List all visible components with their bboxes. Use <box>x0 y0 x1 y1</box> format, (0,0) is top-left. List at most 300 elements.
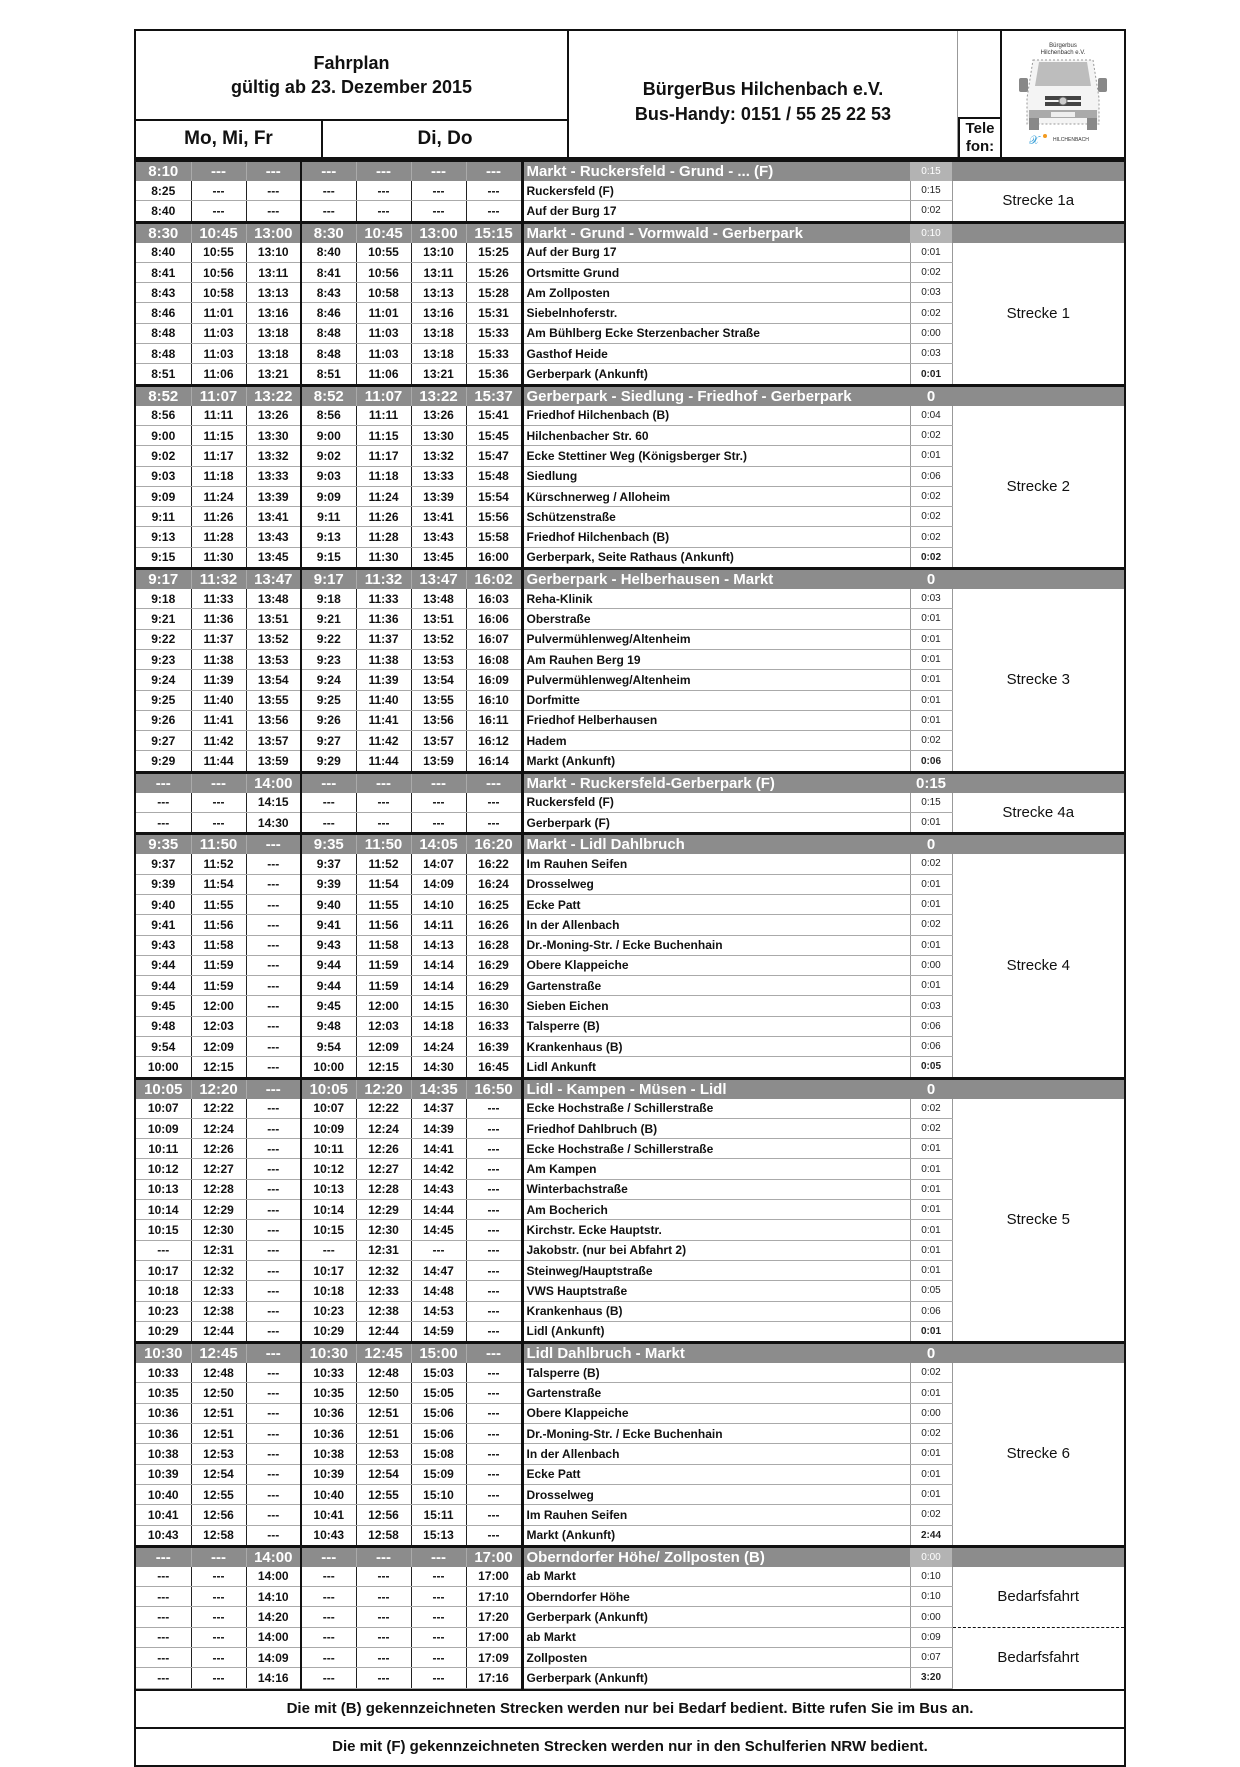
telefon-duration: 0:06 <box>910 1036 952 1056</box>
time-di-do: 17:00 <box>466 1567 522 1587</box>
time-di-do: 16:30 <box>466 996 522 1016</box>
time-mo-mi-fr: 9:18 <box>136 589 191 609</box>
time-di-do: --- <box>466 1099 522 1119</box>
telefon-duration: 0:01 <box>910 710 952 730</box>
time-mo-mi-fr: --- <box>246 1139 301 1159</box>
time-mo-mi-fr: 9:09 <box>136 486 191 506</box>
stop-name: Ecke Patt <box>522 894 910 914</box>
time-mo-mi-fr: --- <box>246 1321 301 1342</box>
time-di-do: --- <box>356 1546 411 1567</box>
telefon-duration: 0:01 <box>910 1200 952 1220</box>
time-di-do: --- <box>356 181 411 201</box>
stop-name: Krankenhaus (B) <box>522 1301 910 1321</box>
time-di-do: --- <box>411 1648 466 1668</box>
telefon-duration: 3:20 <box>910 1668 952 1688</box>
time-di-do: 15:48 <box>466 466 522 486</box>
time-mo-mi-fr: 11:15 <box>191 425 246 445</box>
time-di-do: 10:40 <box>301 1484 356 1504</box>
valid-from: gültig ab 23. Dezember 2015 <box>230 77 473 97</box>
time-mo-mi-fr: --- <box>246 1525 301 1546</box>
time-di-do: 11:44 <box>356 751 411 772</box>
telefon-label-line-2: fon: <box>965 138 995 155</box>
telefon-duration: 0:15 <box>910 772 952 793</box>
time-mo-mi-fr: 10:18 <box>136 1281 191 1301</box>
time-mo-mi-fr: 11:54 <box>191 874 246 894</box>
time-di-do: 17:20 <box>466 1607 522 1627</box>
time-mo-mi-fr: --- <box>191 813 246 834</box>
time-mo-mi-fr: 13:45 <box>246 547 301 568</box>
svg-text:Bürgerbus: Bürgerbus <box>1049 43 1077 49</box>
time-di-do: 11:33 <box>356 589 411 609</box>
strecke-label: Bedarfsfahrt <box>952 1567 1124 1627</box>
stop-name: Friedhof Helberhausen <box>522 710 910 730</box>
time-mo-mi-fr: --- <box>246 1200 301 1220</box>
strecke-label: Strecke 6 <box>952 1363 1124 1546</box>
stop-name: Markt (Ankunft) <box>522 1525 910 1546</box>
stop-name: Ortsmitte Grund <box>522 262 910 282</box>
time-mo-mi-fr: 11:59 <box>191 976 246 996</box>
stop-name: Dorfmitte <box>522 690 910 710</box>
time-mo-mi-fr: --- <box>246 1036 301 1056</box>
time-di-do: 15:54 <box>466 486 522 506</box>
telefon-duration: 0:06 <box>910 1016 952 1036</box>
time-di-do: 16:50 <box>466 1078 522 1099</box>
time-di-do: 8:40 <box>301 243 356 263</box>
stop-name: Dr.-Moning-Str. / Ecke Buchenhain <box>522 935 910 955</box>
time-di-do: 8:56 <box>301 406 356 426</box>
time-di-do: 9:21 <box>301 609 356 629</box>
time-di-do: 11:03 <box>356 344 411 364</box>
time-di-do: 10:18 <box>301 1281 356 1301</box>
time-di-do: 17:00 <box>466 1546 522 1567</box>
stop-name: Drosselweg <box>522 1484 910 1504</box>
telefon-duration: 0:10 <box>910 222 952 243</box>
stop-name: Siedlung <box>522 466 910 486</box>
time-di-do: --- <box>466 813 522 834</box>
time-di-do: --- <box>466 1505 522 1525</box>
time-di-do: 13:48 <box>411 589 466 609</box>
time-mo-mi-fr: 13:47 <box>246 569 301 590</box>
time-di-do: --- <box>411 1567 466 1587</box>
stop-name: Hilchenbacher Str. 60 <box>522 425 910 445</box>
telefon-duration: 0:01 <box>910 894 952 914</box>
time-mo-mi-fr: 10:55 <box>191 243 246 263</box>
time-di-do: 9:23 <box>301 649 356 669</box>
time-di-do: --- <box>466 1159 522 1179</box>
telefon-duration: 0:01 <box>910 1139 952 1159</box>
time-di-do: 10:30 <box>301 1343 356 1364</box>
time-mo-mi-fr: --- <box>246 1383 301 1403</box>
time-mo-mi-fr: 13:39 <box>246 486 301 506</box>
time-di-do: 12:48 <box>356 1363 411 1383</box>
stop-name: Im Rauhen Seifen <box>522 1505 910 1525</box>
time-di-do: 14:05 <box>411 834 466 855</box>
time-mo-mi-fr: --- <box>246 1505 301 1525</box>
time-di-do: 8:48 <box>301 344 356 364</box>
time-di-do: --- <box>301 772 356 793</box>
time-mo-mi-fr: 13:56 <box>246 710 301 730</box>
stop-name: Friedhof Dahlbruch (B) <box>522 1118 910 1138</box>
stop-name: Am Bocherich <box>522 1200 910 1220</box>
time-di-do: 15:47 <box>466 446 522 466</box>
stop-name: VWS Hauptstraße <box>522 1281 910 1301</box>
time-mo-mi-fr: 11:50 <box>191 834 246 855</box>
page-title: Fahrplan <box>313 53 390 73</box>
time-di-do: 9:48 <box>301 1016 356 1036</box>
stop-name: Kirchstr. Ecke Hauptstr. <box>522 1220 910 1240</box>
time-di-do: --- <box>411 1587 466 1607</box>
time-mo-mi-fr: 11:44 <box>191 751 246 772</box>
time-di-do: --- <box>466 1240 522 1260</box>
time-mo-mi-fr: 12:50 <box>191 1383 246 1403</box>
time-di-do: 17:16 <box>466 1668 522 1688</box>
time-mo-mi-fr: --- <box>136 813 191 834</box>
time-mo-mi-fr: 12:53 <box>191 1444 246 1464</box>
time-di-do: 14:59 <box>411 1321 466 1342</box>
stop-name: In der Allenbach <box>522 915 910 935</box>
time-di-do: --- <box>411 1607 466 1627</box>
time-mo-mi-fr: 11:39 <box>191 670 246 690</box>
time-mo-mi-fr: --- <box>246 1343 301 1364</box>
telefon-duration: 0:03 <box>910 996 952 1016</box>
table-row <box>136 1363 1124 1383</box>
time-di-do: 10:14 <box>301 1200 356 1220</box>
stop-name: Zollposten <box>522 1648 910 1668</box>
time-mo-mi-fr: 9:44 <box>136 976 191 996</box>
time-di-do: 14:13 <box>411 935 466 955</box>
time-di-do: 11:26 <box>356 507 411 527</box>
time-di-do: 16:24 <box>466 874 522 894</box>
time-di-do: --- <box>466 1484 522 1504</box>
telefon-duration: 0:15 <box>910 161 952 182</box>
time-di-do: 17:10 <box>466 1587 522 1607</box>
time-mo-mi-fr: 13:33 <box>246 466 301 486</box>
time-di-do: 11:32 <box>356 569 411 590</box>
telefon-duration: 0:01 <box>910 446 952 466</box>
time-mo-mi-fr: 12:31 <box>191 1240 246 1260</box>
time-mo-mi-fr: --- <box>246 1057 301 1078</box>
header-filler <box>952 834 1124 855</box>
time-di-do: --- <box>466 1281 522 1301</box>
time-di-do: 11:01 <box>356 303 411 323</box>
time-di-do: 12:15 <box>356 1057 411 1078</box>
time-mo-mi-fr: 13:48 <box>246 589 301 609</box>
stop-name: Markt (Ankunft) <box>522 751 910 772</box>
time-di-do: 12:56 <box>356 1505 411 1525</box>
time-di-do: 9:27 <box>301 731 356 751</box>
stop-name: Gerberpark (Ankunft) <box>522 364 910 385</box>
strecke-label: Strecke 2 <box>952 406 1124 569</box>
header-left <box>136 31 569 157</box>
time-mo-mi-fr: 11:59 <box>191 955 246 975</box>
stop-name: Gartenstraße <box>522 1383 910 1403</box>
time-mo-mi-fr: 13:21 <box>246 364 301 385</box>
time-di-do: --- <box>466 1525 522 1546</box>
time-di-do: 13:43 <box>411 527 466 547</box>
telefon-duration: 0:02 <box>910 1424 952 1444</box>
telefon-duration: 0:05 <box>910 1057 952 1078</box>
time-mo-mi-fr: 13:00 <box>246 222 301 243</box>
time-mo-mi-fr: 12:00 <box>191 996 246 1016</box>
time-mo-mi-fr: 10:13 <box>136 1179 191 1199</box>
time-mo-mi-fr: 10:23 <box>136 1301 191 1321</box>
time-mo-mi-fr: 13:22 <box>246 385 301 406</box>
time-mo-mi-fr: 13:13 <box>246 283 301 303</box>
time-di-do: 8:30 <box>301 222 356 243</box>
telefon-duration: 0:02 <box>910 1118 952 1138</box>
time-mo-mi-fr: 11:07 <box>191 385 246 406</box>
time-mo-mi-fr: 11:40 <box>191 690 246 710</box>
time-mo-mi-fr: --- <box>191 772 246 793</box>
time-mo-mi-fr: 9:37 <box>136 854 191 874</box>
time-di-do: 14:10 <box>411 894 466 914</box>
time-di-do: 10:36 <box>301 1424 356 1444</box>
time-di-do: 16:08 <box>466 649 522 669</box>
route-name: Lidl - Kampen - Müsen - Lidl <box>522 1078 910 1099</box>
time-di-do: 12:51 <box>356 1424 411 1444</box>
time-di-do: --- <box>356 201 411 222</box>
time-mo-mi-fr: 9:40 <box>136 894 191 914</box>
time-mo-mi-fr: 11:03 <box>191 344 246 364</box>
route-header-row <box>136 1343 1124 1364</box>
stop-name: Gerberpark, Seite Rathaus (Ankunft) <box>522 547 910 568</box>
telefon-duration: 0:03 <box>910 283 952 303</box>
stop-name: Jakobstr. (nur bei Abfahrt 2) <box>522 1240 910 1260</box>
time-mo-mi-fr: 11:30 <box>191 547 246 568</box>
time-mo-mi-fr: --- <box>246 1424 301 1444</box>
time-mo-mi-fr: 10:43 <box>136 1525 191 1546</box>
time-di-do: 14:09 <box>411 874 466 894</box>
time-di-do: 11:52 <box>356 854 411 874</box>
time-di-do: 9:13 <box>301 527 356 547</box>
stop-name: Schützenstraße <box>522 507 910 527</box>
time-mo-mi-fr: 14:16 <box>246 1668 301 1688</box>
time-di-do: 12:38 <box>356 1301 411 1321</box>
telefon-duration: 0:01 <box>910 1484 952 1504</box>
time-mo-mi-fr: 9:00 <box>136 425 191 445</box>
time-mo-mi-fr: 8:40 <box>136 201 191 222</box>
time-mo-mi-fr: 12:44 <box>191 1321 246 1342</box>
time-mo-mi-fr: 14:10 <box>246 1587 301 1607</box>
time-mo-mi-fr: 10:09 <box>136 1118 191 1138</box>
telefon-duration: 0:02 <box>910 854 952 874</box>
time-di-do: --- <box>301 161 356 182</box>
time-di-do: --- <box>411 1627 466 1647</box>
time-di-do: 15:11 <box>411 1505 466 1525</box>
telefon-duration: 0 <box>910 385 952 406</box>
route-name: Markt - Grund - Vormwald - Gerberpark <box>522 222 910 243</box>
time-di-do: 15:41 <box>466 406 522 426</box>
time-mo-mi-fr: 11:26 <box>191 507 246 527</box>
time-di-do: 9:45 <box>301 996 356 1016</box>
time-di-do: --- <box>301 1587 356 1607</box>
time-di-do: 12:09 <box>356 1036 411 1056</box>
time-mo-mi-fr: 9:43 <box>136 935 191 955</box>
time-mo-mi-fr: 11:17 <box>191 446 246 466</box>
time-di-do: 13:30 <box>411 425 466 445</box>
time-di-do: --- <box>466 1343 522 1364</box>
table-row <box>136 181 1124 201</box>
time-di-do: --- <box>466 1200 522 1220</box>
telefon-duration: 0:01 <box>910 243 952 263</box>
time-mo-mi-fr: 13:59 <box>246 751 301 772</box>
time-di-do: --- <box>466 1424 522 1444</box>
time-di-do: 14:15 <box>411 996 466 1016</box>
timetable-page <box>134 29 1126 1767</box>
time-di-do: 9:29 <box>301 751 356 772</box>
telefon-duration: 0:02 <box>910 527 952 547</box>
time-di-do: 14:39 <box>411 1118 466 1138</box>
time-di-do: 16:26 <box>466 915 522 935</box>
telefon-duration: 0:01 <box>910 690 952 710</box>
time-di-do: 11:59 <box>356 955 411 975</box>
telefon-duration: 0:02 <box>910 547 952 568</box>
time-di-do: 11:24 <box>356 486 411 506</box>
telefon-duration: 0:01 <box>910 649 952 669</box>
telefon-duration: 0:02 <box>910 507 952 527</box>
time-mo-mi-fr: 9:17 <box>136 569 191 590</box>
time-mo-mi-fr: --- <box>246 1464 301 1484</box>
time-di-do: 14:18 <box>411 1016 466 1036</box>
time-mo-mi-fr: --- <box>136 772 191 793</box>
time-mo-mi-fr: --- <box>246 955 301 975</box>
stop-name: Am Zollposten <box>522 283 910 303</box>
stop-name: In der Allenbach <box>522 1444 910 1464</box>
telefon-duration: 0:02 <box>910 731 952 751</box>
time-di-do: 9:22 <box>301 629 356 649</box>
telefon-duration: 0:01 <box>910 670 952 690</box>
time-di-do: 13:13 <box>411 283 466 303</box>
time-mo-mi-fr: 9:41 <box>136 915 191 935</box>
time-mo-mi-fr: 14:30 <box>246 813 301 834</box>
stop-name: Auf der Burg 17 <box>522 243 910 263</box>
time-mo-mi-fr: 14:15 <box>246 793 301 813</box>
strecke-label: Bedarfsfahrt <box>952 1627 1124 1688</box>
time-mo-mi-fr: 9:25 <box>136 690 191 710</box>
time-mo-mi-fr: 13:32 <box>246 446 301 466</box>
time-di-do: --- <box>301 813 356 834</box>
time-di-do: 12:51 <box>356 1403 411 1423</box>
stop-name: Gerberpark (F) <box>522 813 910 834</box>
time-mo-mi-fr: --- <box>246 1240 301 1260</box>
time-di-do: 15:36 <box>466 364 522 385</box>
time-mo-mi-fr: 12:56 <box>191 1505 246 1525</box>
time-mo-mi-fr: --- <box>246 834 301 855</box>
time-mo-mi-fr: 14:00 <box>246 772 301 793</box>
time-di-do: --- <box>356 1587 411 1607</box>
time-mo-mi-fr: --- <box>136 1567 191 1587</box>
stop-name: Ecke Stettiner Weg (Königsberger Str.) <box>522 446 910 466</box>
telefon-duration: 0:09 <box>910 1627 952 1647</box>
time-di-do: 9:44 <box>301 976 356 996</box>
time-di-do: 13:33 <box>411 466 466 486</box>
time-mo-mi-fr: 13:16 <box>246 303 301 323</box>
time-di-do: --- <box>466 1139 522 1159</box>
time-di-do: 11:58 <box>356 935 411 955</box>
time-mo-mi-fr: --- <box>191 1627 246 1647</box>
time-di-do: 9:43 <box>301 935 356 955</box>
route-header-row <box>136 834 1124 855</box>
time-mo-mi-fr: 11:36 <box>191 609 246 629</box>
time-di-do: 16:29 <box>466 955 522 975</box>
bus-phone: Bus-Handy: 0151 / 55 25 22 53 <box>634 104 892 124</box>
time-di-do: 16:03 <box>466 589 522 609</box>
time-di-do: 15:08 <box>411 1444 466 1464</box>
time-di-do: 13:41 <box>411 507 466 527</box>
time-di-do: --- <box>356 161 411 182</box>
stop-name: Ecke Hochstraße / Schillerstraße <box>522 1099 910 1119</box>
route-header-row <box>136 161 1124 182</box>
time-di-do: 14:30 <box>411 1057 466 1078</box>
time-mo-mi-fr: 10:40 <box>136 1484 191 1504</box>
time-mo-mi-fr: 8:56 <box>136 406 191 426</box>
time-di-do: --- <box>356 772 411 793</box>
telefon-duration: 0:02 <box>910 201 952 222</box>
time-mo-mi-fr: --- <box>136 1668 191 1688</box>
time-di-do: 10:35 <box>301 1383 356 1403</box>
time-di-do: 12:54 <box>356 1464 411 1484</box>
telefon-label <box>958 117 1000 157</box>
telefon-duration: 0:02 <box>910 425 952 445</box>
time-di-do: 16:33 <box>466 1016 522 1036</box>
table-row <box>136 1099 1124 1119</box>
time-di-do: 10:11 <box>301 1139 356 1159</box>
time-di-do: 13:18 <box>411 323 466 343</box>
time-mo-mi-fr: --- <box>136 1587 191 1607</box>
time-di-do: 9:24 <box>301 670 356 690</box>
stop-name: Ecke Patt <box>522 1464 910 1484</box>
time-mo-mi-fr: --- <box>246 1220 301 1240</box>
time-mo-mi-fr: 8:41 <box>136 262 191 282</box>
time-di-do: --- <box>301 181 356 201</box>
time-mo-mi-fr: 12:09 <box>191 1036 246 1056</box>
telefon-duration: 0:01 <box>910 1220 952 1240</box>
telefon-duration: 0:06 <box>910 466 952 486</box>
stop-name: Gerberpark (Ankunft) <box>522 1668 910 1688</box>
time-di-do: 11:28 <box>356 527 411 547</box>
telefon-duration: 0:04 <box>910 406 952 426</box>
header-filler <box>952 222 1124 243</box>
time-mo-mi-fr: 10:58 <box>191 283 246 303</box>
time-di-do: 15:06 <box>411 1424 466 1444</box>
time-mo-mi-fr: --- <box>191 1587 246 1607</box>
time-di-do: 9:37 <box>301 854 356 874</box>
stop-name: Drosselweg <box>522 874 910 894</box>
time-mo-mi-fr: --- <box>246 1484 301 1504</box>
time-di-do: 11:37 <box>356 629 411 649</box>
time-di-do: --- <box>411 1546 466 1567</box>
time-mo-mi-fr: --- <box>191 161 246 182</box>
time-mo-mi-fr: 10:33 <box>136 1363 191 1383</box>
time-di-do: 17:09 <box>466 1648 522 1668</box>
time-di-do: --- <box>466 1301 522 1321</box>
time-di-do: 10:58 <box>356 283 411 303</box>
time-mo-mi-fr: 10:38 <box>136 1444 191 1464</box>
route-header-row <box>136 385 1124 406</box>
time-mo-mi-fr: 10:17 <box>136 1260 191 1280</box>
stop-name: Talsperre (B) <box>522 1363 910 1383</box>
time-mo-mi-fr: --- <box>136 793 191 813</box>
stop-name: Oberndorfer Höhe <box>522 1587 910 1607</box>
time-di-do: 15:31 <box>466 303 522 323</box>
time-mo-mi-fr: 10:05 <box>136 1078 191 1099</box>
day-groups <box>136 121 567 157</box>
time-mo-mi-fr: 9:23 <box>136 649 191 669</box>
time-di-do: 12:45 <box>356 1343 411 1364</box>
time-di-do: 16:28 <box>466 935 522 955</box>
stop-name: Reha-Klinik <box>522 589 910 609</box>
time-mo-mi-fr: 10:12 <box>136 1159 191 1179</box>
